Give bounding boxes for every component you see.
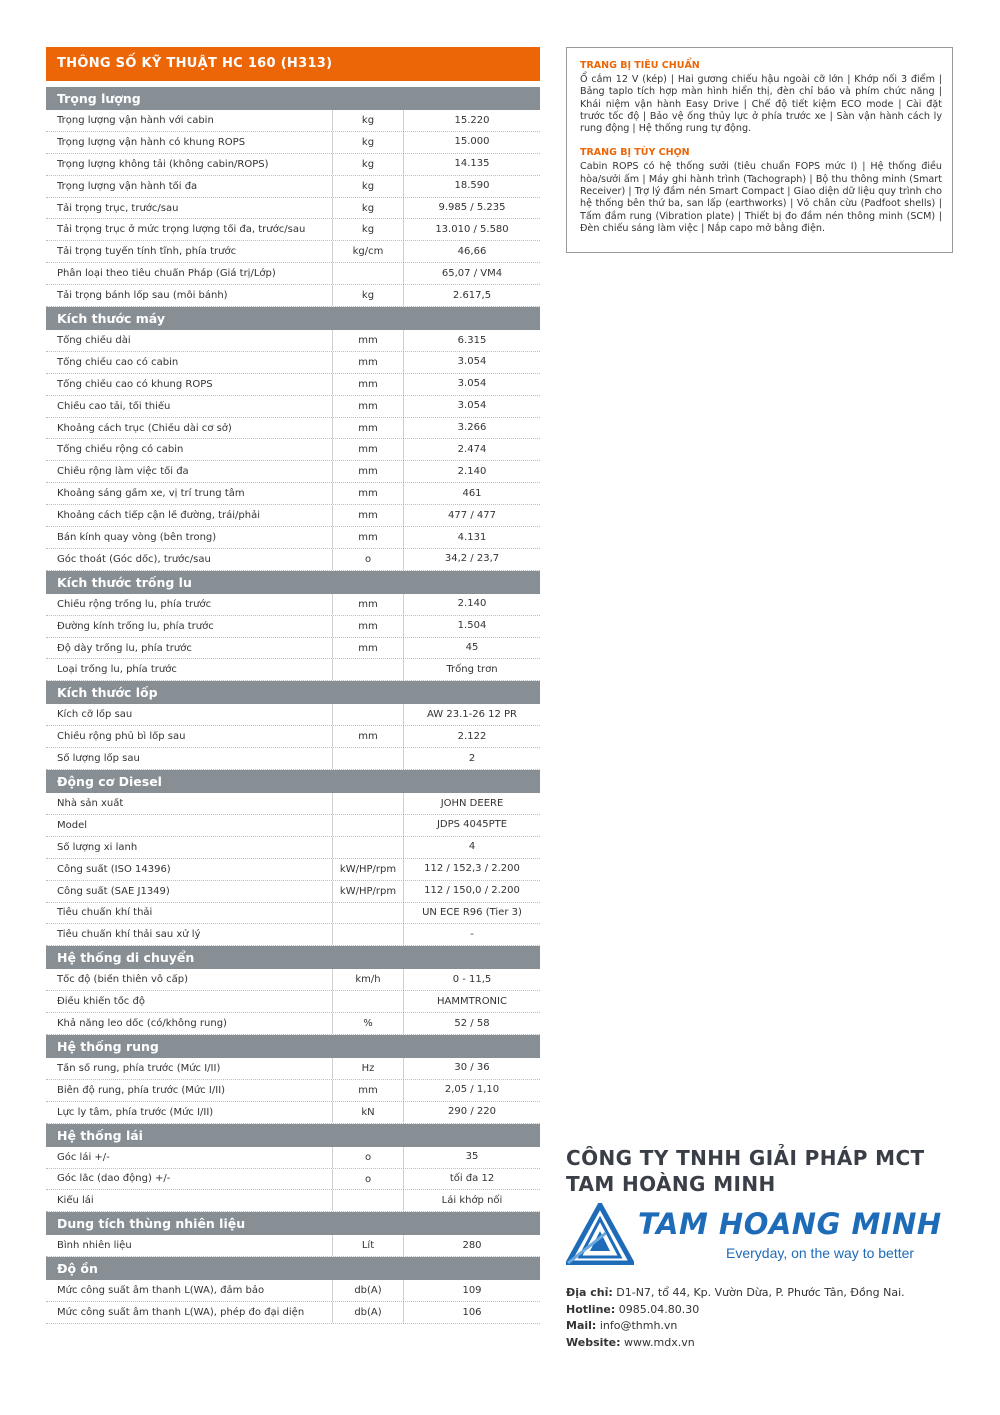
spec-label: Mức công suất âm thanh L(WA), phép đo đại diện <box>57 1307 305 1319</box>
section-header: Độ ồn <box>46 1257 540 1280</box>
spec-label: Loại trống lu, phía trước <box>57 664 177 676</box>
spec-row <box>46 1147 540 1169</box>
spec-row <box>46 132 540 154</box>
spec-value: HAMMTRONIC <box>437 995 507 1007</box>
spec-row <box>46 1013 540 1035</box>
spec-row <box>46 1235 540 1257</box>
spec-unit: km/h <box>332 969 404 990</box>
spec-unit: kg <box>332 219 404 240</box>
spec-label: Chiều rộng làm việc tối đa <box>57 466 189 478</box>
spec-label: Kiểu lái <box>57 1195 94 1207</box>
spec-unit <box>332 815 404 836</box>
spec-row <box>46 352 540 374</box>
company-name-line2: TAM HOÀNG MINH <box>566 1172 776 1196</box>
spec-unit: mm <box>332 638 404 659</box>
spec-label: Chiều cao tải, tối thiểu <box>57 400 171 412</box>
spec-row <box>46 726 540 748</box>
spec-value: 52 / 58 <box>454 1017 490 1029</box>
spec-row <box>46 154 540 176</box>
spec-value: 35 <box>465 1151 479 1163</box>
spec-label: Tải trọng trục ở mức trọng lượng tối đa, trước/sau <box>57 224 306 236</box>
spec-row <box>46 616 540 638</box>
spec-value: UN ECE R96 (Tier 3) <box>422 907 522 918</box>
spec-unit: % <box>332 1013 404 1034</box>
spec-label: Bán kính quay vòng (bên trong) <box>57 531 217 543</box>
spec-label: Tốc độ (biến thiên vô cấp) <box>57 974 189 986</box>
spec-label: Kích cỡ lốp sau <box>57 709 133 721</box>
spec-label: Góc thoát (Góc dốc), trước/sau <box>57 553 211 565</box>
spec-label: Tổng chiều rộng có cabin <box>57 444 184 456</box>
spec-label: Số lượng xi lanh <box>57 841 138 853</box>
standard-equipment-text: Ổ cắm 12 V (kép) | Hai gương chiếu hậu ngoài cỡ lớn | Khớp nối 3 điểm | Bảng taplo tích hợp màn hình hiển thị, đèn chỉ báo và phím chức năng | Khái niệm vận hành Easy Drive | Chế độ tiết kiệm ECO mode | Cài đặt trước tốc độ | Bảo vệ ống thủy lực ở phía trước xe | Sàn vận hành cách ly rung động | Hệ thống rung tự động. <box>580 74 942 135</box>
spec-label: Chiều rộng phủ bì lốp sau <box>57 731 186 743</box>
spec-unit <box>332 991 404 1012</box>
spec-label: Khoảng cách tiếp cận lề đường, trái/phải <box>57 510 261 522</box>
spec-value: 0 - 11,5 <box>452 973 492 985</box>
spec-row <box>46 263 540 285</box>
spec-value: 13.010 / 5.580 <box>435 223 509 235</box>
spec-value: 15.000 <box>454 136 490 148</box>
spec-value: - <box>470 928 474 940</box>
spec-unit <box>332 924 404 945</box>
spec-label: Phân loại theo tiêu chuẩn Pháp (Giá trị/Lớp) <box>57 268 276 280</box>
spec-unit: mm <box>332 461 404 482</box>
hotline-line: Hotline: 0985.04.80.30 <box>566 1302 700 1316</box>
spec-value: 2,05 / 1,10 <box>444 1084 500 1096</box>
spec-label: Chiều rộng trống lu, phía trước <box>57 598 212 610</box>
spec-row <box>46 704 540 726</box>
spec-label: Khoảng cách trục (Chiều dài cơ sở) <box>57 422 232 434</box>
section-header: Dung tích thùng nhiên liệu <box>46 1212 540 1235</box>
spec-value: 112 / 150,0 / 2.200 <box>424 885 520 897</box>
spec-value: tối đa 12 <box>449 1173 495 1185</box>
spec-row <box>46 285 540 307</box>
spec-label: Trọng lượng vận hành với cabin <box>57 114 214 126</box>
spec-row <box>46 483 540 505</box>
spec-unit: o <box>332 549 404 570</box>
spec-value: 3.054 <box>457 378 487 390</box>
spec-unit: db(A) <box>332 1280 404 1301</box>
spec-row <box>46 549 540 571</box>
spec-value: 2.617,5 <box>452 289 492 301</box>
spec-value: JDPS 4045PTE <box>436 819 508 831</box>
spec-label: Trọng lượng vận hành tối đa <box>57 180 198 192</box>
spec-value: Trống trơn <box>446 663 498 675</box>
spec-value: 461 <box>462 487 482 499</box>
spec-unit: mm <box>332 418 404 439</box>
spec-value: 1.504 <box>457 620 487 632</box>
spec-value: 2.474 <box>457 443 487 455</box>
spec-row <box>46 638 540 660</box>
spec-label: Nhà sản xuất <box>57 797 124 809</box>
spec-label: Tần số rung, phía trước (Mức I/II) <box>57 1062 221 1074</box>
spec-value: 2.140 <box>457 465 487 477</box>
section-header: Động cơ Diesel <box>46 770 540 793</box>
spec-unit: o <box>332 1169 404 1190</box>
spec-unit: Lít <box>332 1235 404 1256</box>
spec-unit: db(A) <box>332 1302 404 1323</box>
spec-value: 2.140 <box>457 598 487 610</box>
spec-value: 2 <box>468 752 476 764</box>
spec-value: JOHN DEERE <box>440 797 504 809</box>
spec-row <box>46 198 540 220</box>
spec-unit: kg <box>332 110 404 131</box>
section-header: Kích thước trống lu <box>46 571 540 594</box>
spec-unit: mm <box>332 616 404 637</box>
spec-label: Trọng lượng vận hành có khung ROPS <box>57 136 246 148</box>
spec-row <box>46 330 540 352</box>
spec-row <box>46 219 540 241</box>
spec-value: 109 <box>462 1284 482 1296</box>
spec-value: 280 <box>462 1239 482 1251</box>
spec-unit: kg <box>332 198 404 219</box>
spec-row <box>46 659 540 681</box>
spec-row <box>46 594 540 616</box>
spec-label: Khoảng sáng gầm xe, vị trí trung tâm <box>57 488 245 500</box>
spec-title: THÔNG SỐ KỸ THUẬT HC 160 (H313) <box>46 47 540 81</box>
spec-value: 30 / 36 <box>454 1062 490 1074</box>
section-header: Hệ thống di chuyển <box>46 946 540 969</box>
spec-unit <box>332 837 404 858</box>
spec-unit: mm <box>332 352 404 373</box>
spec-row <box>46 793 540 815</box>
section-header: Kích thước lốp <box>46 681 540 704</box>
spec-label: Công suất (ISO 14396) <box>57 863 171 875</box>
spec-value: AW 23.1-26 12 PR <box>426 708 518 720</box>
spec-value: 4.131 <box>457 531 487 543</box>
spec-unit: mm <box>332 396 404 417</box>
spec-row <box>46 439 540 461</box>
spec-row <box>46 837 540 859</box>
spec-label: Đường kính trống lu, phía trước <box>57 620 214 632</box>
logo-brand-text: TAM HOANG MINH <box>638 1207 942 1241</box>
spec-value: 34,2 / 23,7 <box>444 553 500 565</box>
spec-row <box>46 1190 540 1212</box>
spec-value: 3.054 <box>457 400 487 412</box>
spec-label: Góc lắc (dao động) +/- <box>57 1173 171 1185</box>
spec-unit: mm <box>332 594 404 615</box>
spec-label: Tải trọng tuyến tính tĩnh, phía trước <box>57 246 237 258</box>
spec-value: Lái khớp nối <box>441 1194 503 1206</box>
optional-equipment-text: Cabin ROPS có hệ thống sưởi (tiêu chuẩn FOPS mức I) | Hệ thống điều hòa/sưởi ấm | Máy ghi hành trình (Tachograph) | Bộ thu thông minh (Smart Receiver) | Trợ lý đầm nén Smart Compact | Giao diện dữ liệu quy trình cho hệ thống bên thứ ba, san lấp (earthworks) | Vỏ chân cừu (Padfoot shells) | Tấm đầm rung (Vibration plate) | Thiết bị đo đầm nén thông minh (SCM) | Đèn chiếu sáng làm việc | Nắp capo mở bằng điện. <box>580 161 942 234</box>
spec-unit: kN <box>332 1102 404 1123</box>
spec-value: 3.054 <box>457 356 487 368</box>
spec-unit <box>332 659 404 680</box>
spec-unit: kg <box>332 154 404 175</box>
spec-label: Tổng chiều cao có cabin <box>57 356 179 368</box>
spec-label: Model <box>57 819 88 831</box>
spec-label: Tải trọng bánh lốp sau (mỗi bánh) <box>57 290 228 302</box>
spec-value: 6.315 <box>457 334 487 346</box>
website-line[interactable]: Website: www.mdx.vn <box>566 1335 695 1349</box>
spec-row <box>46 748 540 770</box>
contact-info <box>566 1285 966 1351</box>
spec-row <box>46 859 540 881</box>
spec-label: Lực ly tâm, phía trước (Mức I/II) <box>57 1106 214 1118</box>
spec-table <box>46 47 540 1324</box>
spec-unit: Hz <box>332 1058 404 1079</box>
company-logo <box>566 1203 966 1275</box>
equipment-box <box>566 47 953 253</box>
spec-row <box>46 1169 540 1191</box>
section-header: Kích thước máy <box>46 307 540 330</box>
spec-label: Tiêu chuẩn khí thải <box>57 907 153 919</box>
spec-unit: mm <box>332 1080 404 1101</box>
spec-label: Tổng chiều cao có khung ROPS <box>57 378 213 390</box>
spec-value: 4 <box>468 841 476 853</box>
spec-row <box>46 969 540 991</box>
optional-equipment-title: TRANG BỊ TÙY CHỌN <box>580 147 690 159</box>
spec-value: 112 / 152,3 / 2.200 <box>424 863 520 875</box>
spec-row <box>46 241 540 263</box>
spec-row <box>46 991 540 1013</box>
spec-unit: mm <box>332 330 404 351</box>
spec-label: Số lượng lốp sau <box>57 753 140 765</box>
spec-unit: kg <box>332 132 404 153</box>
spec-unit <box>332 903 404 924</box>
spec-value: 477 / 477 <box>448 509 496 521</box>
spec-row <box>46 461 540 483</box>
spec-unit <box>332 704 404 725</box>
section-header: Hệ thống rung <box>46 1035 540 1058</box>
spec-unit: o <box>332 1147 404 1168</box>
spec-row <box>46 881 540 903</box>
spec-unit: kg/cm <box>332 241 404 262</box>
spec-value: 18.590 <box>454 180 490 192</box>
spec-value: 290 / 220 <box>448 1106 496 1118</box>
spec-value: 106 <box>462 1306 482 1318</box>
spec-row <box>46 1058 540 1080</box>
spec-value: 9.985 / 5.235 <box>438 202 506 214</box>
spec-unit: kW/HP/rpm <box>332 859 404 880</box>
spec-unit <box>332 263 404 284</box>
spec-value: 45 <box>465 642 479 654</box>
spec-unit <box>332 748 404 769</box>
spec-unit: mm <box>332 374 404 395</box>
standard-equipment-title: TRANG BỊ TIÊU CHUẨN <box>580 60 700 71</box>
spec-value: 14.135 <box>454 158 490 170</box>
section-header: Hệ thống lái <box>46 1124 540 1147</box>
spec-row <box>46 527 540 549</box>
spec-unit: mm <box>332 439 404 460</box>
triangle-logo-icon <box>566 1203 634 1265</box>
address-line: Địa chỉ: D1-N7, tổ 44, Kp. Vườn Dừa, P. Phước Tân, Đồng Nai. <box>566 1286 905 1299</box>
spec-label: Điều khiển tốc độ <box>57 996 145 1008</box>
spec-unit <box>332 793 404 814</box>
spec-label: Tải trọng trục, trước/sau <box>57 202 179 214</box>
spec-unit: mm <box>332 483 404 504</box>
spec-row <box>46 176 540 198</box>
spec-value: 65,07 / VM4 <box>441 267 503 279</box>
spec-label: Tổng chiều dài <box>57 334 131 346</box>
spec-label: Góc lái +/- <box>57 1151 110 1163</box>
section-header: Trọng lượng <box>46 87 540 110</box>
spec-label: Công suất (SAE J1349) <box>57 885 170 897</box>
mail-line[interactable]: Mail: info@thmh.vn <box>566 1319 678 1332</box>
spec-label: Bình nhiên liệu <box>57 1240 132 1252</box>
spec-row <box>46 1080 540 1102</box>
spec-value: 2.122 <box>457 730 487 742</box>
spec-value: 15.220 <box>454 114 490 126</box>
spec-row <box>46 505 540 527</box>
company-block <box>566 1145 966 1351</box>
spec-label: Mức công suất âm thanh L(WA), đảm bảo <box>57 1285 265 1297</box>
spec-label: Biên độ rung, phía trước (Mức I/II) <box>57 1084 226 1096</box>
logo-slogan: Everyday, on the way to better <box>726 1245 915 1261</box>
spec-sections <box>46 87 540 1324</box>
spec-label: Độ dày trống lu, phía trước <box>57 642 192 654</box>
spec-unit: kg <box>332 176 404 197</box>
spec-unit: mm <box>332 527 404 548</box>
spec-row <box>46 815 540 837</box>
spec-unit: mm <box>332 726 404 747</box>
spec-unit: mm <box>332 505 404 526</box>
spec-row <box>46 110 540 132</box>
spec-unit: kW/HP/rpm <box>332 881 404 902</box>
spec-row <box>46 418 540 440</box>
spec-row <box>46 903 540 925</box>
spec-row <box>46 1280 540 1302</box>
spec-row <box>46 924 540 946</box>
spec-unit: kg <box>332 285 404 306</box>
spec-row <box>46 1102 540 1124</box>
spec-label: Khả năng leo dốc (có/không rung) <box>57 1018 227 1029</box>
spec-label: Tiêu chuẩn khí thải sau xử lý <box>57 929 201 941</box>
spec-row <box>46 396 540 418</box>
spec-row <box>46 374 540 396</box>
spec-value: 46,66 <box>457 245 487 257</box>
spec-value: 3.266 <box>457 422 487 434</box>
company-name-line1: CÔNG TY TNHH GIẢI PHÁP MCT <box>566 1146 925 1170</box>
spec-unit <box>332 1190 404 1211</box>
spec-row <box>46 1302 540 1324</box>
spec-label: Trọng lượng không tải (không cabin/ROPS) <box>57 158 269 170</box>
